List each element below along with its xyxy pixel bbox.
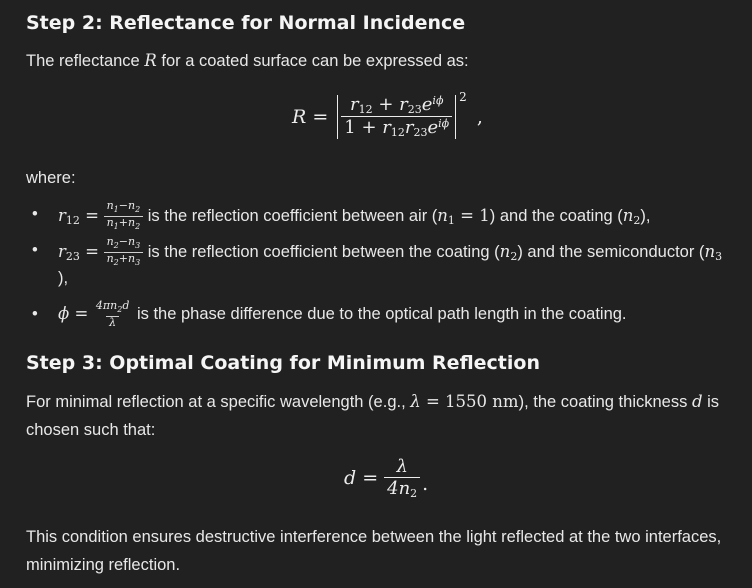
reflectance-equation xyxy=(292,90,483,139)
bullet-dot: • xyxy=(32,305,38,323)
r23-symbol: $r_{23}$ = xyxy=(58,242,99,264)
fraction-denominator: $4n_2$ xyxy=(384,477,420,500)
abs-bar-left xyxy=(337,95,338,139)
step3-heading: Step 3: Optimal Coating for Minimum Reflection xyxy=(26,352,540,374)
bullet-dot: • xyxy=(32,205,38,223)
fraction-denominator: $1 + r_{12}r_{23}e^{i\phi}$ xyxy=(341,116,452,139)
step2-heading: Step 2: Reflectance for Normal Incidence xyxy=(26,12,466,34)
thickness-equation xyxy=(344,456,428,500)
where-label: where: xyxy=(26,169,76,187)
phi-symbol: ϕ = xyxy=(58,304,89,323)
r12-symbol: $r_{12}$ = xyxy=(58,206,99,228)
phi-fraction: $\frac{4\pi n_2d}{\lambda}$ xyxy=(95,299,130,330)
eq-comma: , xyxy=(476,105,483,128)
document: Step 2: Reflectance for Normal Incidence The reflectance R for a coated surface can be expressed as: R = $\frac{r_{12} + r_{23}e^{i\phi}}{1 + r_{12}r_{23}e^{i\phi}}$ 2 , where: • $r_{12}$ = $\frac{n_1-n_2}{n_1+n_2}$ is the reflection coefficient between air $(n_1 = 1)$ and the coating $(n_2)$, • $r_{23}$ = $\frac{n_2-n_3}{n_2+n_3}$ is the reflection coefficient between the coating $(n_2)$ and the semiconductor ($n_3$ ), • ϕ = $\frac{4\pi n_2d}{\lambda}$ is the phase difference due to the optical path length in the coating. Step 3: Optimal Coating for Minimum Reflection For minimal reflection at a specific wavelength (e.g., λ = 1550 nm), the coating thickness d is chosen such that: d = $\frac{\lambda}{4n_2}$ . This condition ensures destructive interference between the light reflected at the two interfaces, minimizing reflection. xyxy=(0,0,752,588)
bullet-dot: • xyxy=(32,241,38,259)
abs-bar-right xyxy=(455,95,456,139)
fraction-numerator: λ xyxy=(396,456,408,477)
step2-intro: The reflectance R for a coated surface can be expressed as: xyxy=(26,51,469,70)
step3-paragraph: For minimal reflection at a specific wavelength (e.g., λ = 1550 nm), the coating thickness d is chosen such that: xyxy=(26,392,720,439)
reflectance-fraction xyxy=(341,94,452,139)
r12-fraction: $\frac{n_1-n_2}{n_1+n_2}$ xyxy=(104,200,144,233)
thickness-fraction xyxy=(384,456,420,500)
eq-lhs: d = xyxy=(344,467,379,489)
eq-period: . xyxy=(422,473,429,495)
fraction-numerator: $r_{12} + r_{23}e^{i\phi}$ xyxy=(350,94,444,116)
eq-exponent: 2 xyxy=(459,90,467,104)
r23-fraction: $\frac{n_2-n_3}{n_2+n_3}$ xyxy=(104,236,144,269)
eq-lhs: R = xyxy=(292,105,329,128)
var-R: R xyxy=(144,51,157,70)
conclusion: This condition ensures destructive interference between the light reflected at the two interfaces, minimizing reflection. xyxy=(26,528,722,574)
